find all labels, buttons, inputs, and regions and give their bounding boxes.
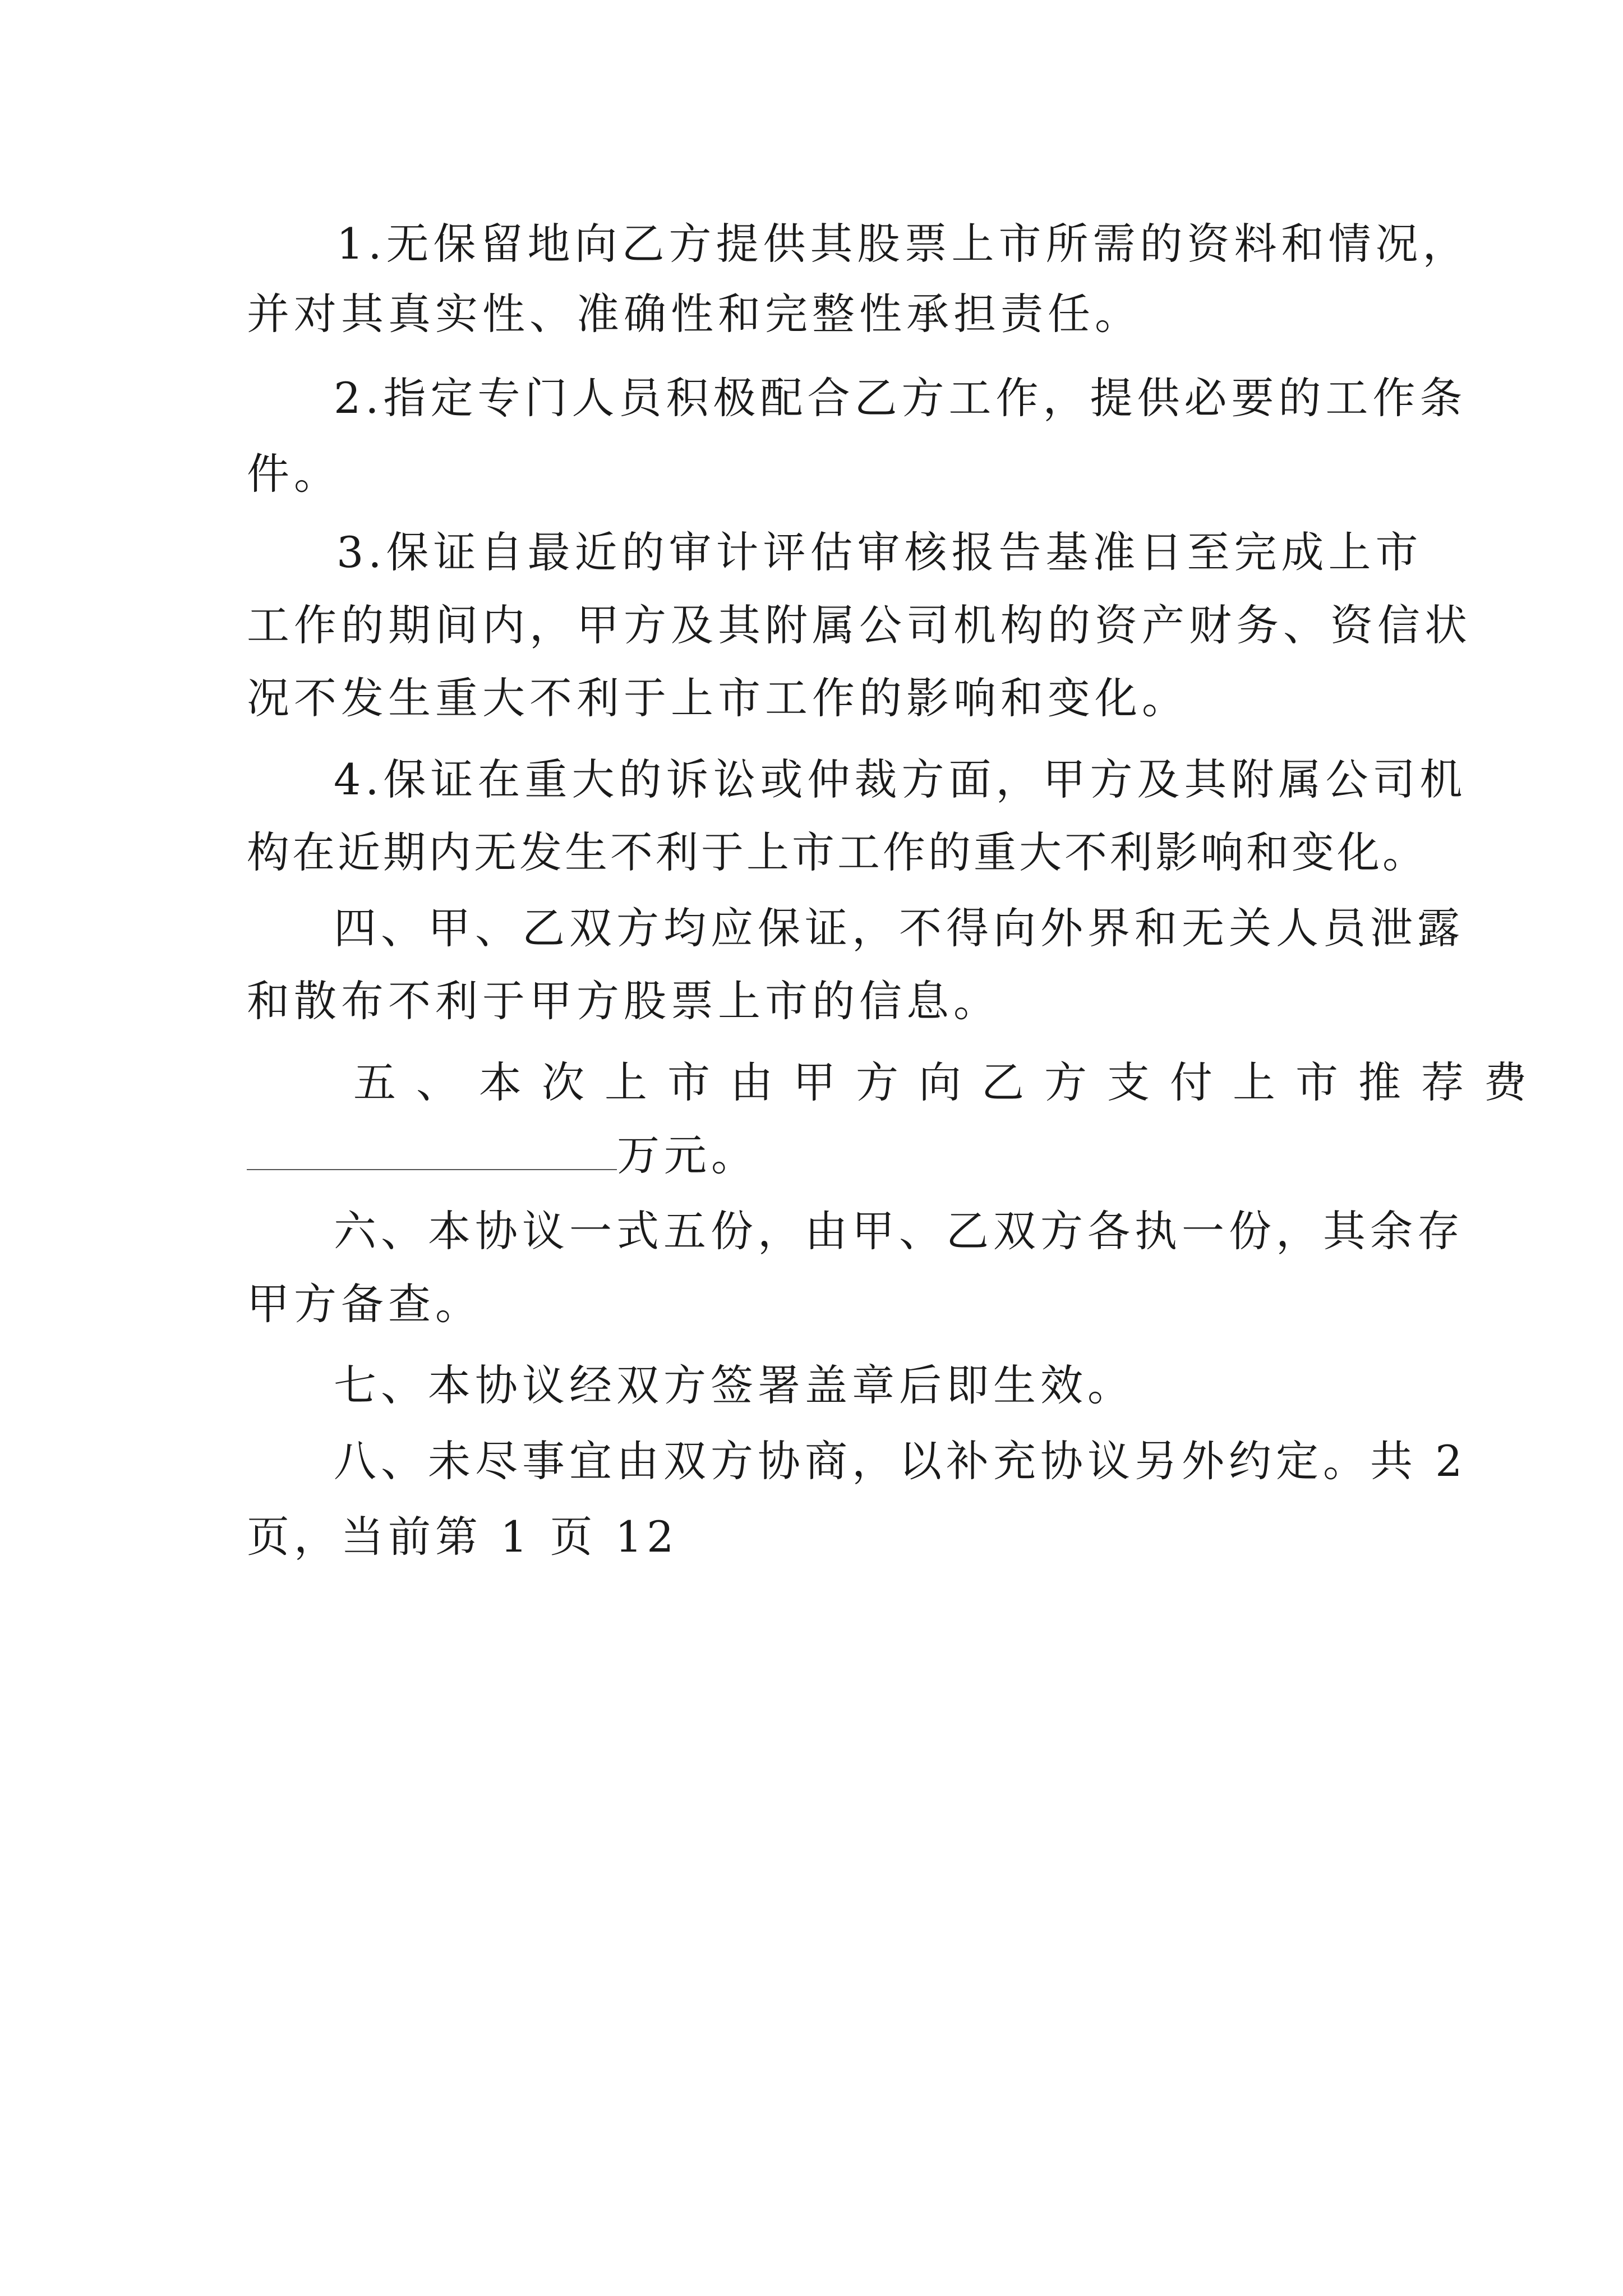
paragraph-9-line-2: 页，当前第 1 页 12 [247, 1512, 679, 1562]
fee-unit-text: 万元。 [617, 1130, 758, 1180]
paragraph-2-line-1: 2.指定专门人员积极配合乙方工作，提供必要的工作条 [334, 373, 1467, 423]
paragraph-4-line-2: 构在近期内无发生不利于上市工作的重大不利影响和变化。 [247, 827, 1428, 877]
paragraph-7-line-1: 六、本协议一式五份，由甲、乙双方各执一份，其余存 [334, 1206, 1464, 1256]
paragraph-1-line-1: 1.无保留地向乙方提供其股票上市所需的资料和情况， [336, 219, 1470, 269]
paragraph-8-line-1: 七、本协议经双方签署盖章后即生效。 [334, 1360, 1135, 1410]
paragraph-5-line-1: 四、甲、乙双方均应保证，不得向外界和无关人员泄露 [334, 903, 1464, 953]
paragraph-3-line-2: 工作的期间内，甲方及其附属公司机构的资产财务、资信状 [247, 600, 1472, 650]
paragraph-1-line-2: 并对其真实性、准确性和完整性承担责任。 [247, 289, 1142, 339]
paragraph-6-line-1: 五、本次上市由甲方向乙方支付上市推荐费 [353, 1057, 1547, 1107]
paragraph-3-line-1: 3.保证自最近的审计评估审核报告基准日至完成上市 [336, 527, 1423, 577]
paragraph-2-line-2: 件。 [247, 449, 341, 499]
paragraph-4-line-1: 4.保证在重大的诉讼或仲裁方面，甲方及其附属公司机 [334, 754, 1467, 804]
paragraph-9-line-1: 八、未尽事宜由双方协商，以补充协议另外约定。共 2 [334, 1436, 1467, 1486]
paragraph-6-line-2 [247, 1128, 758, 1184]
paragraph-5-line-2: 和散布不利于甲方股票上市的信息。 [247, 976, 1000, 1026]
paragraph-7-line-2: 甲方备查。 [247, 1279, 482, 1329]
paragraph-3-line-3: 况不发生重大不利于上市工作的影响和变化。 [247, 673, 1189, 723]
fee-blank-line [247, 1130, 617, 1170]
